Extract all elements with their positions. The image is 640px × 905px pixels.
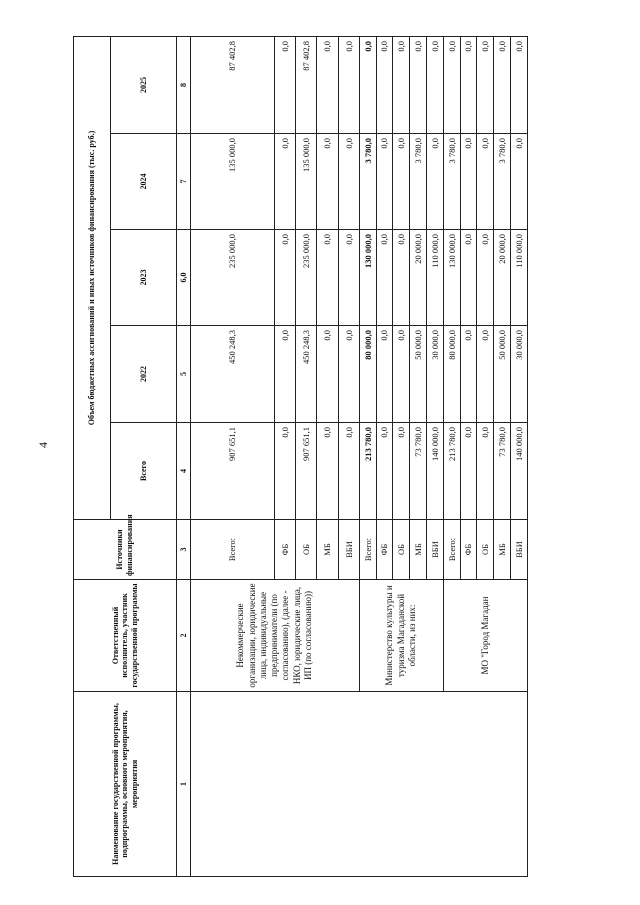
funding-source-cell: ОБ (477, 520, 494, 580)
value-cell: 0,0 (427, 36, 444, 133)
value-cell: 0,0 (460, 36, 477, 133)
value-cell: 0,0 (511, 134, 528, 230)
value-cell: 0,0 (393, 326, 410, 423)
value-cell: 907 651,1 (190, 423, 274, 520)
header-funding-source: Источники финансирования (74, 520, 177, 580)
column-number: 5 (177, 326, 190, 423)
executor-cell: Некоммерческие организации, юридические лица, индивидуальные предприниматели (по согласованию), (далее - НКО, юридические лица, ИП (по согласованию)) (190, 580, 359, 692)
value-cell: 907 651,1 (295, 423, 316, 520)
value-cell: 0,0 (494, 36, 511, 133)
value-cell: 0,0 (477, 230, 494, 326)
value-cell: 0,0 (274, 423, 295, 520)
executor-cell: Министерство культуры и туризма Магаданской области, из них: (359, 580, 443, 692)
column-number: 1 (177, 692, 190, 877)
value-cell: 140 000,0 (511, 423, 528, 520)
value-cell: 30 000,0 (511, 326, 528, 423)
column-number: 4 (177, 423, 190, 520)
funding-source-cell: МБ (494, 520, 511, 580)
value-cell: 213 780,0 (359, 423, 376, 520)
column-number-row (177, 36, 190, 876)
value-cell: 110 000,0 (427, 230, 444, 326)
value-cell: 3 780,0 (359, 134, 376, 230)
value-cell: 0,0 (376, 230, 393, 326)
value-cell: 0,0 (511, 36, 528, 133)
column-number: 8 (177, 36, 190, 133)
value-cell: 0,0 (393, 423, 410, 520)
value-cell: 0,0 (477, 326, 494, 423)
header-year-2025: 2025 (110, 36, 176, 133)
executor-cell: МО "Город Магадан (443, 580, 527, 692)
value-cell: 0,0 (477, 134, 494, 230)
funding-source-cell: МБ (317, 520, 338, 580)
header-funding-volume: Объем бюджетных ассигнований и иных источников финансирования (тыс. руб.) (74, 36, 111, 519)
funding-table-rotated (73, 37, 528, 877)
column-number: 7 (177, 134, 190, 230)
value-cell: 50 000,0 (410, 326, 427, 423)
column-number: 2 (177, 580, 190, 692)
value-cell: 140 000,0 (427, 423, 444, 520)
funding-source-cell: ФБ (376, 520, 393, 580)
value-cell: 3 780,0 (443, 134, 460, 230)
table-body (74, 36, 528, 876)
value-cell: 0,0 (274, 36, 295, 133)
value-cell: 3 780,0 (410, 134, 427, 230)
funding-source-cell: Всего: (190, 520, 274, 580)
value-cell: 0,0 (393, 36, 410, 133)
value-cell: 0,0 (443, 36, 460, 133)
value-cell: 87 402,8 (295, 36, 316, 133)
value-cell: 3 780,0 (494, 134, 511, 230)
funding-source-cell: ФБ (274, 520, 295, 580)
funding-source-cell: МБ (410, 520, 427, 580)
value-cell: 0,0 (477, 423, 494, 520)
value-cell: 450 248,3 (190, 326, 274, 423)
value-cell: 235 000,0 (190, 230, 274, 326)
value-cell: 0,0 (460, 423, 477, 520)
funding-source-cell: Всего: (359, 520, 376, 580)
header-year-2024: 2024 (110, 134, 176, 230)
value-cell: 87 402,8 (190, 36, 274, 133)
header-year-2022: 2022 (110, 326, 176, 423)
value-cell: 130 000,0 (443, 230, 460, 326)
column-number: 3 (177, 520, 190, 580)
funding-table (73, 36, 528, 877)
value-cell: 0,0 (359, 36, 376, 133)
value-cell: 0,0 (376, 134, 393, 230)
value-cell: 135 000,0 (190, 134, 274, 230)
value-cell: 20 000,0 (410, 230, 427, 326)
value-cell: 0,0 (338, 423, 359, 520)
value-cell: 235 000,0 (295, 230, 316, 326)
value-cell: 30 000,0 (427, 326, 444, 423)
value-cell: 20 000,0 (494, 230, 511, 326)
funding-source-cell: ОБ (295, 520, 316, 580)
header-executor: Ответственный исполнитель, участник государственной программы (74, 580, 177, 692)
value-cell: 0,0 (274, 326, 295, 423)
value-cell: 80 000,0 (443, 326, 460, 423)
value-cell: 73 780,0 (494, 423, 511, 520)
value-cell: 135 000,0 (295, 134, 316, 230)
program-name-cell (190, 692, 527, 877)
value-cell: 73 780,0 (410, 423, 427, 520)
value-cell: 0,0 (274, 134, 295, 230)
funding-source-cell: ВБИ (427, 520, 444, 580)
value-cell: 0,0 (317, 134, 338, 230)
funding-source-cell: ОБ (393, 520, 410, 580)
funding-source-cell: ФБ (460, 520, 477, 580)
value-cell: 0,0 (393, 134, 410, 230)
header-year-total: Всего (110, 423, 176, 520)
value-cell: 80 000,0 (359, 326, 376, 423)
value-cell: 0,0 (460, 230, 477, 326)
value-cell: 0,0 (410, 36, 427, 133)
header-year-2023: 2023 (110, 230, 176, 326)
value-cell: 0,0 (338, 134, 359, 230)
value-cell: 0,0 (460, 134, 477, 230)
column-number: 6,0 (177, 230, 190, 326)
value-cell: 0,0 (376, 423, 393, 520)
value-cell: 0,0 (338, 36, 359, 133)
value-cell: 0,0 (317, 326, 338, 423)
value-cell: 0,0 (376, 36, 393, 133)
table-row (190, 36, 274, 876)
value-cell: 110 000,0 (511, 230, 528, 326)
value-cell: 213 780,0 (443, 423, 460, 520)
funding-source-cell: Всего: (443, 520, 460, 580)
value-cell: 0,0 (274, 230, 295, 326)
value-cell: 130 000,0 (359, 230, 376, 326)
value-cell: 0,0 (317, 230, 338, 326)
value-cell: 0,0 (317, 423, 338, 520)
value-cell: 0,0 (477, 36, 494, 133)
value-cell: 50 000,0 (494, 326, 511, 423)
value-cell: 0,0 (317, 36, 338, 133)
value-cell: 0,0 (338, 230, 359, 326)
funding-source-cell: ВБИ (338, 520, 359, 580)
value-cell: 0,0 (338, 326, 359, 423)
funding-source-cell: ВБИ (511, 520, 528, 580)
value-cell: 450 248,3 (295, 326, 316, 423)
value-cell: 0,0 (393, 230, 410, 326)
value-cell: 0,0 (427, 134, 444, 230)
value-cell: 0,0 (460, 326, 477, 423)
header-program-name: Наименование государственной программы, подпрограммы, основного мероприятия, мероприятия (74, 692, 177, 877)
header-row (74, 36, 111, 876)
value-cell: 0,0 (376, 326, 393, 423)
page-number: 4 (36, 442, 50, 448)
